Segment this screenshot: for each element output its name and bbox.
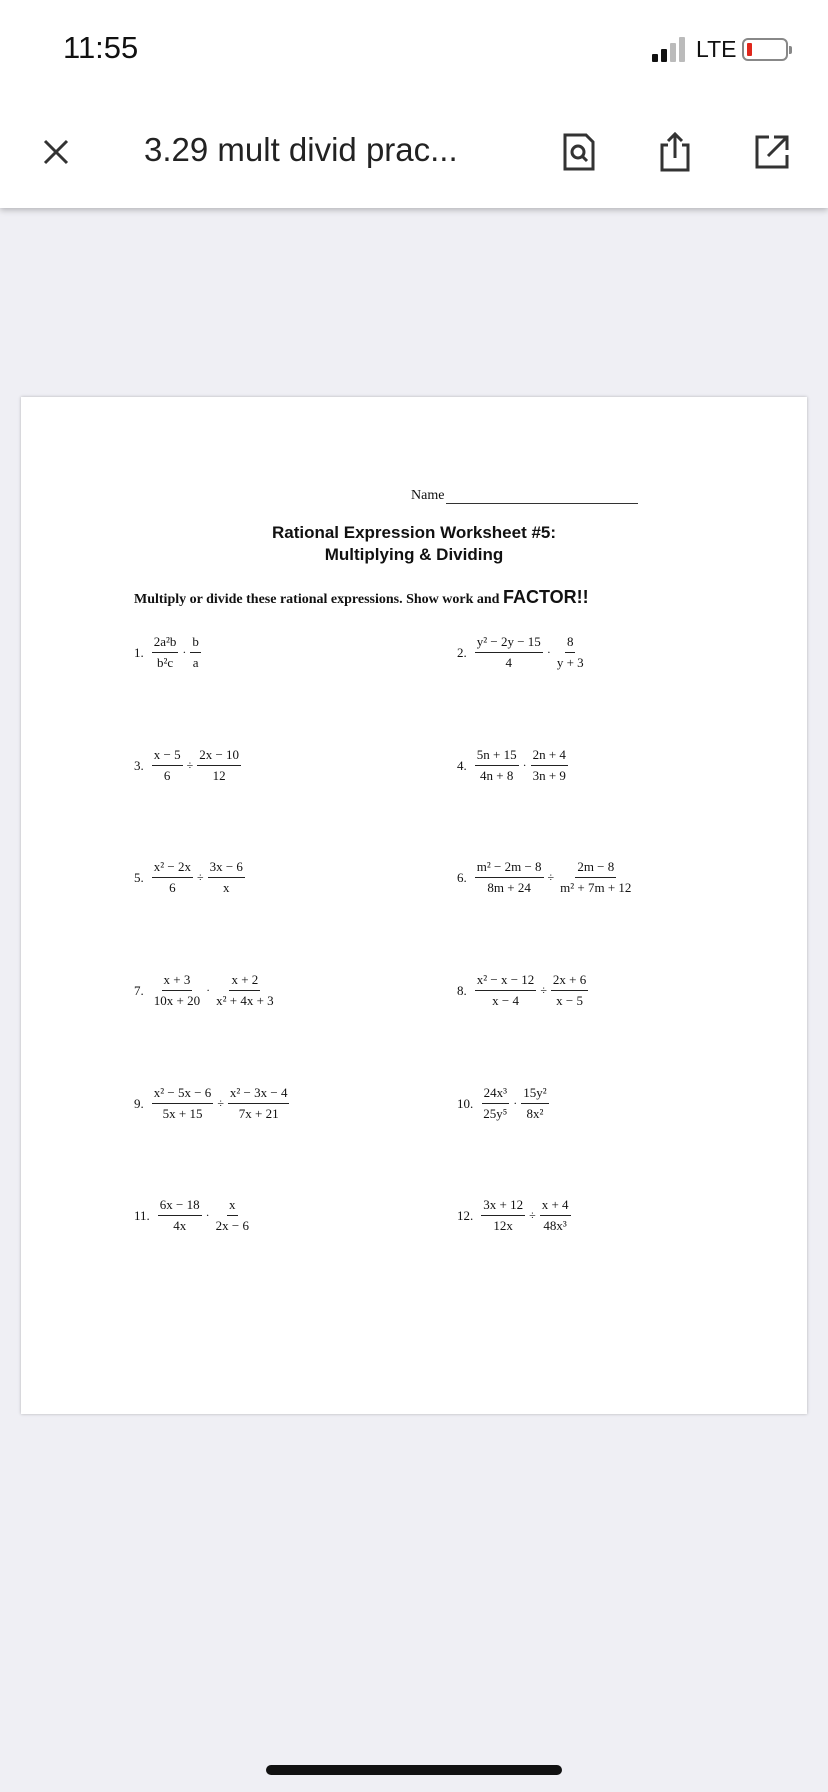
operator: · bbox=[206, 983, 211, 997]
denominator: m² + 7m + 12 bbox=[560, 880, 632, 895]
operator: · bbox=[513, 1096, 518, 1110]
status-time: 11:55 bbox=[63, 30, 139, 65]
problem-number: 8. bbox=[457, 982, 467, 998]
document-page[interactable] bbox=[21, 397, 807, 1414]
fraction bbox=[551, 972, 588, 1009]
fraction bbox=[214, 1197, 251, 1234]
operator: ÷ bbox=[196, 870, 204, 884]
operator: ÷ bbox=[540, 983, 547, 997]
home-indicator[interactable] bbox=[266, 1765, 562, 1775]
numerator: 2x + 6 bbox=[551, 972, 588, 991]
numerator: y² − 2y − 15 bbox=[475, 634, 543, 653]
denominator: 4n + 8 bbox=[480, 768, 514, 783]
fraction bbox=[158, 1197, 202, 1234]
numerator: 6x − 18 bbox=[158, 1197, 202, 1216]
problem-9 bbox=[134, 1085, 291, 1122]
problem-number: 12. bbox=[457, 1207, 474, 1223]
operator: ÷ bbox=[217, 1096, 224, 1110]
fraction bbox=[521, 1085, 548, 1122]
fraction bbox=[197, 747, 241, 784]
fraction bbox=[540, 1197, 571, 1234]
numerator: 2m − 8 bbox=[575, 859, 616, 878]
fraction bbox=[475, 747, 519, 784]
numerator: x² − x − 12 bbox=[475, 972, 537, 991]
operator: · bbox=[205, 1208, 210, 1222]
denominator: 10x + 20 bbox=[153, 993, 201, 1008]
problem-8 bbox=[457, 972, 590, 1009]
fraction bbox=[481, 1197, 525, 1234]
problem-4 bbox=[457, 747, 570, 784]
denominator: 6 bbox=[163, 768, 171, 783]
worksheet-title: Rational Expression Worksheet #5: bbox=[271, 523, 557, 542]
denominator: 5x + 15 bbox=[162, 1106, 203, 1121]
fraction bbox=[152, 1085, 214, 1122]
fraction bbox=[214, 972, 276, 1009]
fraction bbox=[152, 747, 183, 784]
close-button[interactable] bbox=[34, 130, 78, 174]
open-external-icon bbox=[754, 134, 790, 170]
numerator: x + 3 bbox=[162, 972, 193, 991]
numerator: 3x + 12 bbox=[481, 1197, 525, 1216]
denominator: 8x² bbox=[526, 1106, 544, 1121]
problem-number: 7. bbox=[134, 982, 144, 998]
problem-11 bbox=[134, 1197, 253, 1234]
numerator: x − 5 bbox=[152, 747, 183, 766]
problem-number: 2. bbox=[457, 644, 467, 660]
instructions: Multiply or divide these rational expressions. Show work and FACTOR!! bbox=[134, 587, 589, 607]
fraction bbox=[558, 859, 633, 896]
worksheet-subtitle: Multiplying & Dividing bbox=[324, 545, 504, 564]
denominator: 4 bbox=[505, 655, 513, 670]
denominator: x bbox=[223, 880, 230, 895]
denominator: 2x − 6 bbox=[215, 1218, 249, 1233]
share-icon bbox=[658, 131, 692, 173]
problem-number: 9. bbox=[134, 1095, 144, 1111]
operator: · bbox=[522, 758, 527, 772]
numerator: m² − 2m − 8 bbox=[475, 859, 544, 878]
denominator: x − 5 bbox=[556, 993, 583, 1008]
numerator: x² − 3x − 4 bbox=[228, 1085, 290, 1104]
fraction bbox=[152, 972, 202, 1009]
denominator: 4x bbox=[173, 1218, 187, 1233]
problem-number: 4. bbox=[457, 757, 467, 773]
operator: ÷ bbox=[529, 1208, 536, 1222]
fraction bbox=[475, 634, 543, 671]
denominator: 12 bbox=[212, 768, 226, 783]
problem-7 bbox=[134, 972, 278, 1009]
numerator: x + 2 bbox=[229, 972, 260, 991]
operator: · bbox=[182, 645, 187, 659]
numerator: x bbox=[227, 1197, 238, 1216]
numerator: 8 bbox=[565, 634, 576, 653]
open-external-button[interactable] bbox=[750, 130, 794, 174]
denominator: b²c bbox=[157, 655, 174, 670]
numerator: x + 4 bbox=[540, 1197, 571, 1216]
denominator: 6 bbox=[169, 880, 176, 895]
fraction bbox=[555, 634, 586, 671]
operator: ÷ bbox=[186, 758, 194, 772]
problem-number: 5. bbox=[134, 869, 144, 885]
operator: ÷ bbox=[547, 870, 555, 884]
fraction bbox=[481, 1085, 509, 1122]
denominator: 12x bbox=[493, 1218, 513, 1233]
problem-6 bbox=[457, 859, 635, 896]
network-type: LTE bbox=[696, 36, 737, 62]
operator: · bbox=[546, 645, 551, 659]
problem-number: 6. bbox=[457, 869, 467, 885]
denominator: 3n + 9 bbox=[532, 768, 566, 783]
search-document-icon bbox=[562, 132, 596, 172]
problem-number: 10. bbox=[457, 1095, 474, 1111]
fraction bbox=[475, 972, 537, 1009]
denominator: 8m + 24 bbox=[487, 880, 531, 895]
denominator: x − 4 bbox=[492, 993, 519, 1008]
fraction bbox=[228, 1085, 290, 1122]
numerator: x² − 5x − 6 bbox=[152, 1085, 214, 1104]
fraction bbox=[531, 747, 568, 784]
fraction bbox=[152, 859, 193, 896]
numerator: 24x³ bbox=[482, 1085, 509, 1104]
close-icon bbox=[41, 137, 71, 167]
numerator: 5n + 15 bbox=[475, 747, 519, 766]
signal-icon bbox=[652, 36, 692, 62]
numerator: x² − 2x bbox=[152, 859, 193, 878]
share-button[interactable] bbox=[653, 130, 697, 174]
numerator: 15y² bbox=[521, 1085, 548, 1104]
top-bar bbox=[0, 0, 828, 208]
numerator: 2x − 10 bbox=[197, 747, 241, 766]
battery-icon bbox=[742, 38, 788, 61]
problem-number: 1. bbox=[134, 644, 144, 660]
denominator: a bbox=[192, 655, 199, 670]
fraction bbox=[475, 859, 544, 896]
problem-12 bbox=[457, 1197, 573, 1234]
problem-3 bbox=[134, 747, 243, 784]
problem-number: 11. bbox=[134, 1207, 150, 1223]
find-in-document-button[interactable] bbox=[557, 130, 601, 174]
numerator: 2n + 4 bbox=[531, 747, 568, 766]
name-field: Name bbox=[411, 488, 638, 504]
problem-5 bbox=[134, 859, 247, 896]
denominator: 7x + 21 bbox=[238, 1106, 279, 1121]
fraction bbox=[208, 859, 245, 896]
numerator: b bbox=[190, 634, 201, 653]
problem-2 bbox=[457, 634, 588, 671]
document-title: 3.29 mult divid prac... bbox=[144, 131, 458, 168]
numerator: 3x − 6 bbox=[208, 859, 245, 878]
fraction bbox=[190, 634, 201, 671]
fraction bbox=[152, 634, 179, 671]
denominator: 48x³ bbox=[543, 1218, 567, 1233]
denominator: x² + 4x + 3 bbox=[216, 993, 274, 1008]
numerator: 2a²b bbox=[152, 634, 179, 653]
problem-10 bbox=[457, 1085, 551, 1122]
problem-1 bbox=[134, 634, 203, 671]
denominator: y + 3 bbox=[556, 655, 584, 670]
problem-number: 3. bbox=[134, 757, 144, 773]
denominator: 25y⁵ bbox=[483, 1106, 508, 1121]
